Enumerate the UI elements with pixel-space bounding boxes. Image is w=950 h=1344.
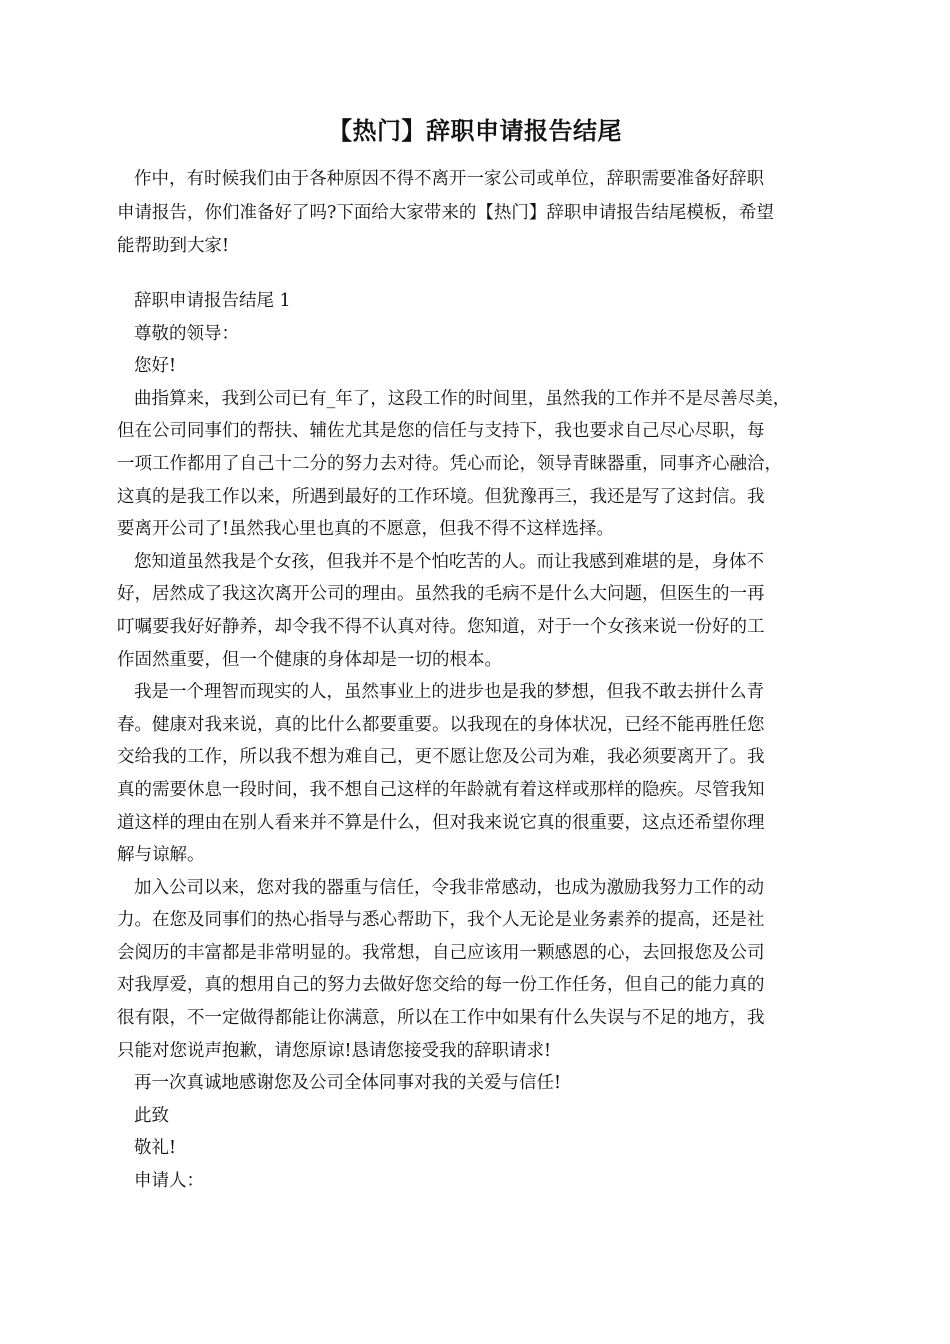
body-line: 会阅历的丰富都是非常明显的。我常想，自己应该用一颗感恩的心，去回报您及公司 — [117, 942, 765, 963]
intro-paragraph — [117, 163, 842, 264]
closing-thanks: 再一次真诚地感谢您及公司全体同事对我的关爱与信任! — [134, 1073, 562, 1094]
body-line: 力。在您及同事们的热心指导与悉心帮助下，我个人无论是业务素养的提高，还是社 — [117, 910, 765, 931]
closing-phrase: 此致 — [134, 1105, 169, 1126]
intro-line: 能帮助到大家! — [117, 236, 230, 256]
body-line: 解与谅解。 — [117, 845, 205, 866]
body-line: 叮嘱要我好好静养，却令我不得不认真对待。您知道，对于一个女孩来说一份好的工 — [117, 616, 765, 637]
body-line: 加入公司以来，您对我的器重与信任，令我非常感动，也成为激励我努力工作的动 — [134, 877, 764, 898]
body-line: 只能对您说声抱歉，请您原谅!恳请您接受我的辞职请求! — [117, 1040, 552, 1061]
applicant-label: 申请人： — [134, 1171, 204, 1192]
body-line: 作固然重要，但一个健康的身体却是一切的根本。 — [117, 649, 502, 670]
body-line: 真的需要休息一段时间，我不想自己这样的年龄就有着这样或那样的隐疾。尽管我知 — [117, 779, 765, 800]
body-line: 好，居然成了我这次离开公司的理由。虽然我的毛病不是什么大问题，但医生的一再 — [117, 584, 765, 605]
body-line: 道这样的理由在别人看来并不算是什么，但对我来说它真的很重要，这点还希望你理 — [117, 812, 765, 833]
body-line: 曲指算来，我到公司已有_年了，这段工作的时间里，虽然我的工作并不是尽善尽美， — [134, 388, 791, 409]
body-line: 我是一个理智而现实的人，虽然事业上的进步也是我的梦想，但我不敢去拼什么青 — [134, 682, 764, 703]
body-line: 一项工作都用了自己十二分的努力去对待。凭心而论，领导青睐器重，同事齐心融洽， — [117, 453, 782, 474]
letter-body — [117, 285, 852, 1198]
body-line: 但在公司同事们的帮扶、辅佐尤其是您的信任与支持下，我也要求自己尽心尽职，每 — [117, 421, 765, 442]
body-line: 您知道虽然我是个女孩，但我并不是个怕吃苦的人。而让我感到难堪的是，身体不 — [134, 551, 764, 572]
document-title: 【热门】辞职申请报告结尾 — [328, 116, 622, 145]
greeting: 您好! — [134, 356, 177, 377]
body-line: 很有限，不一定做得都能让你满意，所以在工作中如果有什么失误与不足的地方，我 — [117, 1008, 765, 1029]
body-line: 这真的是我工作以来，所遇到最好的工作环境。但犹豫再三，我还是写了这封信。我 — [117, 486, 765, 507]
body-line: 对我厚爱，真的想用自己的努力去做好您交给的每一份工作任务，但自己的能力真的 — [117, 975, 765, 996]
body-line: 春。健康对我来说，真的比什么都要重要。以我现在的身体状况，已经不能再胜任您 — [117, 714, 765, 735]
closing-salute: 敬礼! — [134, 1138, 177, 1159]
intro-line: 申请报告，你们准备好了吗?下面给大家带来的【热门】辞职申请报告结尾模板，希望 — [117, 202, 774, 223]
body-line: 要离开公司了!虽然我心里也真的不愿意，但我不得不这样选择。 — [117, 519, 615, 540]
section-heading: 辞职申请报告结尾 1 — [134, 291, 291, 311]
salutation: 尊敬的领导： — [134, 323, 239, 344]
body-line: 交给我的工作，所以我不想为难自己，更不愿让您及公司为难，我必须要离开了。我 — [117, 747, 765, 768]
intro-line: 作中，有时候我们由于各种原因不得不离开一家公司或单位，辞职需要准备好辞职 — [134, 169, 764, 189]
